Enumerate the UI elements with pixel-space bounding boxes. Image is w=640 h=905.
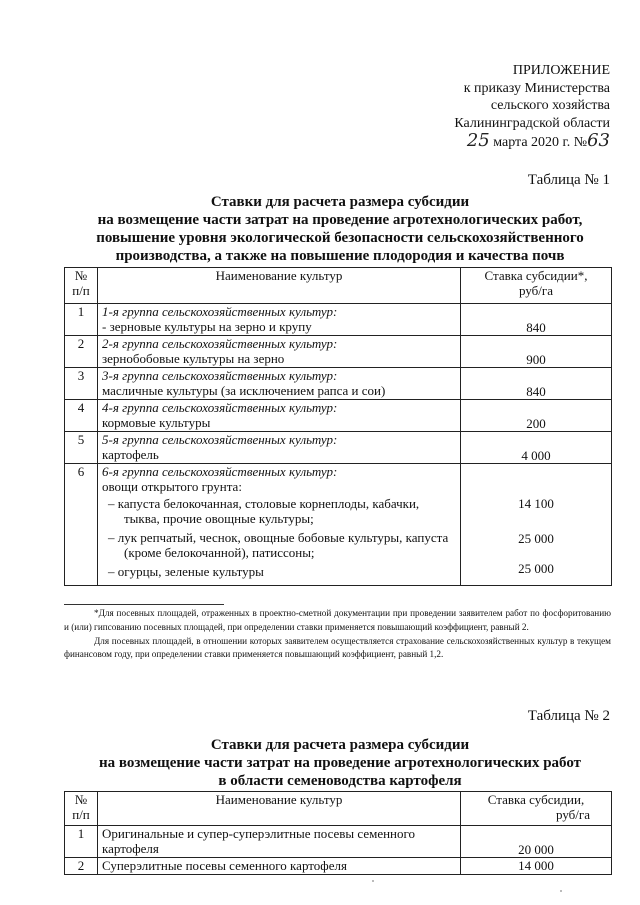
row-rate: 900 bbox=[461, 336, 612, 368]
row-rate: 840 bbox=[461, 368, 612, 400]
header-rate-line: Ставка субсидии*, bbox=[484, 268, 588, 283]
table-row bbox=[65, 432, 612, 464]
table-row bbox=[65, 368, 612, 400]
header-num-line: п/п bbox=[72, 807, 90, 822]
header-rate bbox=[461, 268, 612, 304]
row-name bbox=[98, 400, 461, 432]
table-row bbox=[65, 464, 612, 586]
header-rate-line: руб/га bbox=[556, 807, 590, 822]
crop-name: зернобобовые культуры на зерно bbox=[102, 351, 285, 366]
scan-speck bbox=[372, 880, 374, 882]
title-line: производства, а также на повышение плодородия и качества почв bbox=[115, 248, 565, 264]
table-row bbox=[65, 858, 612, 875]
crop-name: – лук репчатый, чеснок, овощные бобовые культуры, капуста (кроме белокочанной), патиссоны; bbox=[108, 530, 449, 560]
table1-title bbox=[60, 193, 620, 265]
table-row bbox=[65, 826, 612, 858]
title-line: в области семеноводства картофеля bbox=[218, 773, 462, 789]
row-rate-list bbox=[461, 464, 612, 586]
crop-name: – капуста белокочанная, столовые корнеплоды, кабачки, тыква, прочие овощные культуры; bbox=[108, 496, 420, 526]
row-num: 1 bbox=[65, 826, 98, 858]
table2-label: Таблица № 2 bbox=[527, 708, 610, 724]
row-num: 4 bbox=[65, 400, 98, 432]
crop-name: картофель bbox=[102, 447, 159, 462]
header-rate-line: руб/га bbox=[519, 283, 553, 298]
crop-subgroup: овощи открытого грунта: bbox=[102, 479, 242, 494]
header-rate-line: Ставка субсидии, bbox=[487, 792, 585, 807]
appendix-block bbox=[380, 62, 610, 152]
header-name: Наименование культур bbox=[98, 268, 461, 304]
appendix-line: Калининградской области bbox=[454, 115, 610, 131]
header-num-line: № bbox=[74, 268, 88, 283]
row-num: 3 bbox=[65, 368, 98, 400]
appendix-line: сельского хозяйства bbox=[490, 98, 610, 113]
table-row bbox=[65, 336, 612, 368]
row-name bbox=[98, 336, 461, 368]
header-num bbox=[65, 792, 98, 826]
title-line: на возмещение части затрат на проведение агротехнологических работ bbox=[98, 755, 582, 771]
crop-name: - зерновые культуры на зерно и крупу bbox=[102, 319, 312, 334]
footnote-divider bbox=[64, 604, 224, 605]
row-num: 6 bbox=[65, 464, 98, 586]
appendix-line: к приказу Министерства bbox=[463, 80, 610, 96]
handwritten-day: 25 bbox=[466, 130, 490, 151]
group-label: 6-я группа сельскохозяйственных культур: bbox=[102, 464, 338, 479]
row-rate: 200 bbox=[461, 400, 612, 432]
table-header-row bbox=[65, 268, 612, 304]
row-name bbox=[98, 432, 461, 464]
footnote-paragraph: Для посевных площадей, в отношении которых заявителем осуществляется страхование сельскохозяйственных культур в текущем финансовом году, при определении ставки применяется повышающий коэффициент, равный 1,2. bbox=[64, 635, 611, 660]
table2-title bbox=[60, 736, 620, 790]
group-label: 2-я группа сельскохозяйственных культур: bbox=[102, 336, 338, 351]
row-rate: 20 000 bbox=[461, 826, 612, 858]
group-label: 3-я группа сельскохозяйственных культур: bbox=[102, 368, 338, 383]
table-header-row bbox=[65, 792, 612, 826]
crop-name: кормовые культуры bbox=[102, 415, 211, 430]
table2 bbox=[64, 791, 612, 875]
header-rate bbox=[461, 792, 612, 826]
footnote bbox=[64, 607, 611, 662]
header-num-line: п/п bbox=[72, 283, 90, 298]
row-name: Оригинальные и супер-суперэлитные посевы семенного картофеля bbox=[98, 826, 461, 858]
row-name bbox=[98, 368, 461, 400]
row-num: 1 bbox=[65, 304, 98, 336]
header-num bbox=[65, 268, 98, 304]
table1 bbox=[64, 267, 612, 586]
group-label: 4-я группа сельскохозяйственных культур: bbox=[102, 400, 338, 415]
row-rate: 14 000 bbox=[461, 858, 612, 875]
title-line: повышение уровня экологической безопасности сельскохозяйственного bbox=[96, 230, 584, 246]
row-num: 2 bbox=[65, 336, 98, 368]
group-label: 5-я группа сельскохозяйственных культур: bbox=[102, 432, 338, 447]
title-line: Ставки для расчета размера субсидии bbox=[210, 194, 470, 210]
row-rate: 14 100 bbox=[518, 496, 554, 511]
row-name bbox=[98, 464, 461, 586]
appendix-title: ПРИЛОЖЕНИЕ bbox=[512, 63, 610, 78]
row-rate: 4 000 bbox=[461, 432, 612, 464]
table1-label: Таблица № 1 bbox=[527, 172, 610, 188]
row-num: 2 bbox=[65, 858, 98, 875]
appendix-date-text: марта 2020 г. № bbox=[493, 135, 588, 150]
row-name bbox=[98, 304, 461, 336]
row-num: 5 bbox=[65, 432, 98, 464]
row-rate: 25 000 bbox=[518, 531, 554, 546]
title-line: на возмещение части затрат на проведение агротехнологических работ, bbox=[97, 212, 583, 228]
table-row bbox=[65, 400, 612, 432]
footnote-paragraph: *Для посевных площадей, отраженных в проектно-сметной документации при проведении заявителем работ по фосфоритованию и (или) гипсованию посевных площадей, при определении ставки применяется повышающий коэффициент, равный 2. bbox=[64, 608, 611, 632]
handwritten-number: 63 bbox=[587, 130, 610, 151]
row-name: Суперэлитные посевы семенного картофеля bbox=[98, 858, 461, 875]
row-rate: 840 bbox=[461, 304, 612, 336]
appendix-date-line bbox=[380, 132, 610, 152]
group-label: 1-я группа сельскохозяйственных культур: bbox=[102, 304, 338, 319]
table-row bbox=[65, 304, 612, 336]
title-line: Ставки для расчета размера субсидии bbox=[210, 737, 470, 753]
scan-speck bbox=[560, 890, 562, 892]
crop-name: масличные культуры (за исключением рапса и сои) bbox=[102, 383, 386, 398]
header-name: Наименование культур bbox=[98, 792, 461, 826]
header-num-line: № bbox=[74, 792, 88, 807]
row-rate: 25 000 bbox=[518, 561, 554, 576]
crop-name: – огурцы, зеленые культуры bbox=[108, 564, 264, 579]
